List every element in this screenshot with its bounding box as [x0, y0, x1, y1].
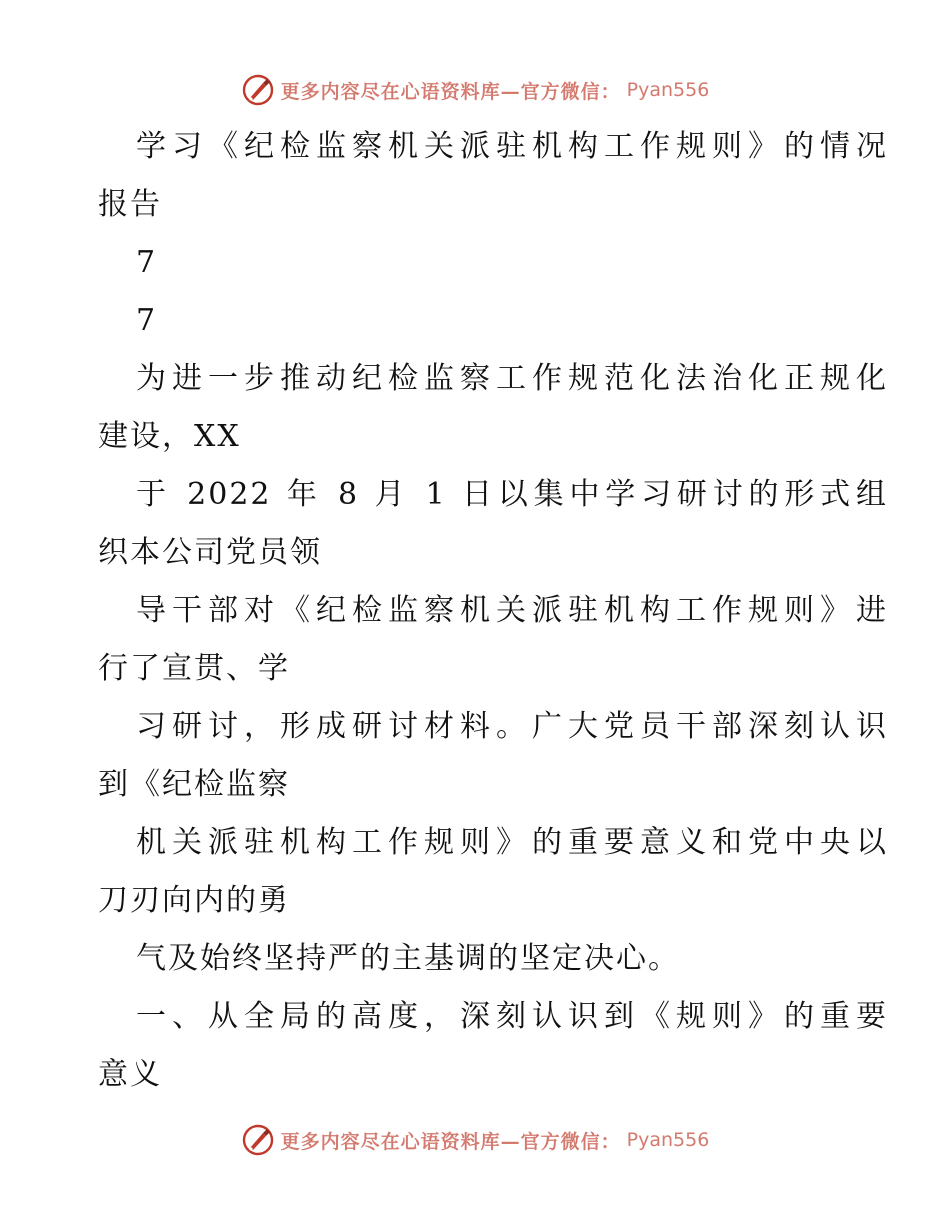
paragraph-line: 刀刃向内的勇	[98, 883, 290, 918]
watermark-text: 更多内容尽在心语资料库—官方微信：	[280, 80, 621, 103]
paragraph-line: 气及始终坚持严的主基调的坚定决心。	[136, 941, 680, 976]
paragraph-line: 7	[136, 303, 158, 338]
header-watermark	[0, 70, 950, 110]
paragraph-line: 于 2022 年 8 月 1 日以集中学习研讨的形式组	[136, 477, 888, 512]
paragraph-line: 机关派驻机构工作规则》的重要意义和党中央以	[136, 825, 888, 860]
paragraph-line: 建设，XX	[98, 419, 241, 454]
pen-logo-icon	[241, 1123, 275, 1157]
pen-logo-icon	[241, 73, 275, 107]
paragraph-line: 学习《纪检监察机关派驻机构工作规则》的情况	[136, 129, 888, 164]
paragraph-line: 织本公司党员领	[98, 535, 322, 570]
watermark-text: 更多内容尽在心语资料库—官方微信：	[280, 1130, 621, 1153]
paragraph-line: 7	[136, 245, 158, 280]
watermark-handle: Pyan556	[626, 79, 710, 101]
paragraph-line: 习研讨，形成研讨材料。广大党员干部深刻认识	[136, 709, 888, 744]
footer-watermark	[0, 1120, 950, 1160]
paragraph-line: 报告	[98, 187, 162, 222]
section-heading-line: 一、从全局的高度，深刻认识到《规则》的重要	[136, 999, 888, 1034]
watermark-handle: Pyan556	[626, 1129, 710, 1151]
section-heading-line: 意义	[98, 1057, 162, 1092]
paragraph-line: 为进一步推动纪检监察工作规范化法治化正规化	[136, 361, 888, 396]
paragraph-line: 导干部对《纪检监察机关派驻机构工作规则》进	[136, 593, 888, 628]
document-body	[98, 118, 888, 1104]
paragraph-line: 到《纪检监察	[98, 767, 290, 802]
paragraph-line: 行了宣贯、学	[98, 651, 290, 686]
